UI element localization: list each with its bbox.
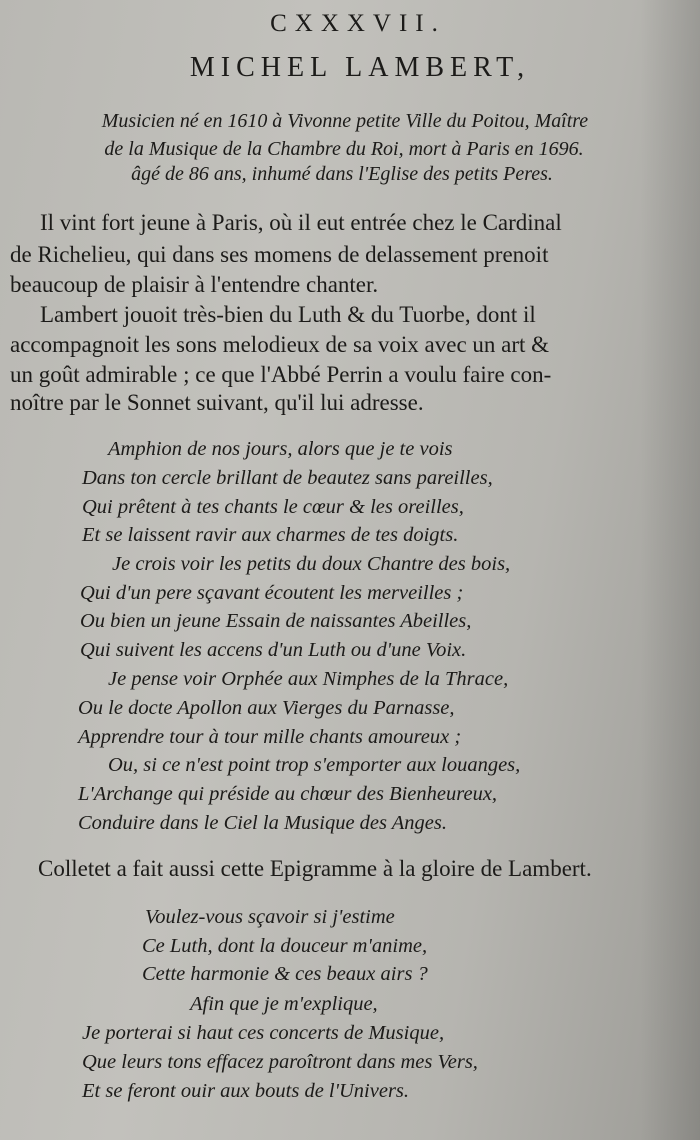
sonnet-line: Je pense voir Orphée aux Nimphes de la Thrace, <box>108 668 509 690</box>
body-line: Lambert jouoit très-bien du Luth & du Tuorbe, dont il <box>40 302 536 327</box>
epigram-heading: Colletet a fait aussi cette Epigramme à la gloire de Lambert. <box>38 856 592 881</box>
sonnet-line: Qui d'un pere sçavant écoutent les merveilles ; <box>80 582 464 604</box>
sonnet-line: Conduire dans le Ciel la Musique des Anges. <box>78 812 447 834</box>
epigram-line: Ce Luth, dont la douceur m'anime, <box>142 935 428 957</box>
entry-title: MICHEL LAMBERT, <box>189 52 531 83</box>
body-line: beaucoup de plaisir à l'entendre chanter. <box>10 272 379 297</box>
sonnet-line: Ou, si ce n'est point trop s'emporter aux louanges, <box>108 754 521 776</box>
sonnet-line: Ou le docte Apollon aux Vierges du Parnasse, <box>78 697 455 719</box>
sonnet-line: Dans ton cercle brillant de beautez sans pareilles, <box>82 467 493 489</box>
epigram-line: Cette harmonie & ces beaux airs ? <box>142 963 428 985</box>
body-line: accompagnoit les sons melodieux de sa voix avec un art & <box>10 332 550 357</box>
epigram-line: Afin que je m'explique, <box>190 993 378 1015</box>
epigram-line: Voulez-vous sçavoir si j'estime <box>145 906 395 928</box>
subtitle-line: Musicien né en 1610 à Vivonne petite Ville du Poitou, Maître <box>101 110 589 132</box>
body-line: noître par le Sonnet suivant, qu'il lui adresse. <box>10 390 424 415</box>
epigram-line: Que leurs tons effacez paroîtront dans mes Vers, <box>82 1051 478 1073</box>
sonnet-line: L'Archange qui préside au chœur des Bienheureux, <box>78 783 498 805</box>
sonnet-line: Apprendre tour à tour mille chants amoureux ; <box>78 726 462 748</box>
epigram-line: Je porterai si haut ces concerts de Musique, <box>82 1022 445 1044</box>
sonnet-line: Ou bien un jeune Essain de naissantes Abeilles, <box>80 610 472 632</box>
sonnet-line: Je crois voir les petits du doux Chantre des bois, <box>112 553 511 575</box>
sonnet-line: Amphion de nos jours, alors que je te vois <box>108 438 453 460</box>
body-line: un goût admirable ; ce que l'Abbé Perrin a voulu faire con- <box>10 362 552 387</box>
sonnet-line: Qui suivent les accens d'un Luth ou d'une Voix. <box>80 639 467 661</box>
sonnet-line: Et se laissent ravir aux charmes de tes doigts. <box>82 524 459 546</box>
epigram-line: Et se feront ouir aux bouts de l'Univers. <box>82 1080 410 1102</box>
body-line: Il vint fort jeune à Paris, où il eut entrée chez le Cardinal <box>40 210 562 235</box>
subtitle-line: âgé de 86 ans, inhumé dans l'Eglise des petits Peres. <box>131 163 553 185</box>
subtitle-line: de la Musique de la Chambre du Roi, mort à Paris en 1696. <box>104 138 584 160</box>
body-line: de Richelieu, qui dans ses momens de delassement prenoit <box>10 242 549 267</box>
sonnet-line: Qui prêtent à tes chants le cœur & les oreilles, <box>82 496 464 518</box>
entry-number: CXXXVII. <box>270 10 446 37</box>
